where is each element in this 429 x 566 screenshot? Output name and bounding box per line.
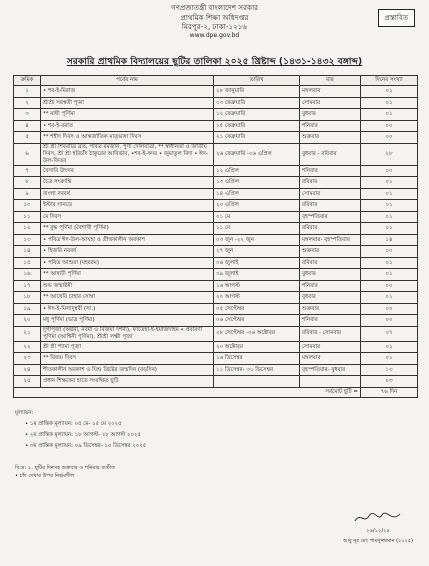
col-header-count: দিনের সংখ্যা bbox=[361, 76, 418, 86]
table-row bbox=[14, 86, 418, 98]
cell-date: ১১ মে bbox=[214, 223, 300, 235]
evaluation-item: • ৩য় প্রান্তিক মূল্যায়ন: ০৯ ডিসেম্বর- ১০ ডিসেম্বর ২০২৫ bbox=[25, 442, 147, 449]
cell-date: ০৫ সেপ্টেম্বর bbox=[214, 303, 300, 315]
cell-day: শনিবার bbox=[300, 280, 361, 292]
cell-count: ০৩ bbox=[361, 376, 418, 388]
table-row bbox=[14, 341, 418, 353]
table-row bbox=[14, 292, 418, 304]
cell-sl: ১৭ bbox=[14, 280, 41, 292]
table-row bbox=[14, 120, 418, 132]
cell-name: ** বিজয় দিবস bbox=[41, 353, 214, 365]
cell-date: ২৮ জানুয়ারি bbox=[214, 86, 300, 98]
document-title: সরকারি প্রাথমিক বিদ্যালয়ের ছুটির তালিকা ২০২৫ খ্রিষ্টাব্দ (১৪৩১-১৪৩২ বঙ্গাব্দ) bbox=[66, 57, 363, 68]
holiday-table bbox=[13, 75, 418, 398]
cell-day: মঙ্গলবার bbox=[300, 86, 361, 98]
cell-sl: ১৫ bbox=[14, 257, 41, 269]
cell-day: শনিবার bbox=[300, 120, 361, 132]
table-row bbox=[14, 353, 418, 365]
cell-date: ২৭ জুন bbox=[214, 246, 300, 258]
cell-name: প্রধান শিক্ষকের হাতে সংরক্ষিত ছুটি bbox=[41, 376, 214, 388]
cell-day: বুধবার bbox=[300, 292, 361, 304]
table-header-row bbox=[14, 76, 418, 86]
cell-sl: ৩ bbox=[14, 109, 41, 121]
cell-count: ০১ bbox=[361, 269, 418, 281]
table-row bbox=[14, 326, 418, 341]
directorate-line: প্রাথমিক শিক্ষা অধিদপ্তর bbox=[180, 12, 249, 22]
cell-sl: ৫ bbox=[14, 132, 41, 144]
cell-name: শ্রীশ্রী সরস্বতী পূজা bbox=[41, 97, 214, 109]
cell-day: সোমবার bbox=[300, 97, 361, 109]
cell-sl: ২৩ bbox=[14, 353, 41, 365]
cell-count: ০১ bbox=[361, 177, 418, 189]
cell-count: ০১ bbox=[361, 257, 418, 269]
cell-sl: ১৩ bbox=[14, 234, 41, 246]
cell-sl: ২৪ bbox=[14, 364, 41, 376]
cell-day: রবিবার bbox=[300, 177, 361, 189]
col-header-date: তারিখ bbox=[214, 76, 300, 86]
cell-count: ০০ bbox=[361, 120, 418, 132]
govt-line: গণপ্রজাতন্ত্রী বাংলাদেশ সরকার bbox=[170, 3, 259, 12]
footnotes bbox=[15, 464, 429, 480]
cell-name: • পবিত্র ঈদ-উল-আযহা ও গ্রীষ্মকালীন অবকাশ bbox=[41, 234, 214, 246]
table-row bbox=[14, 234, 418, 246]
cell-count: ০১ bbox=[361, 200, 418, 212]
cell-date: ০৬ জুলাই bbox=[214, 257, 300, 269]
cell-sl: ২ bbox=[14, 97, 41, 109]
total-row bbox=[14, 387, 418, 397]
table-row bbox=[14, 223, 418, 235]
cell-date: ১৪ এপ্রিল bbox=[214, 188, 300, 200]
cell-sl: ১৬ bbox=[14, 269, 41, 281]
cell-name: ** বুদ্ধ পূর্ণিমা (বৈশাখী পূর্ণিমা) bbox=[41, 223, 214, 235]
table-row bbox=[14, 280, 418, 292]
cell-count: ০১ bbox=[361, 188, 418, 200]
cell-name: • শব-ই-মিরাজ bbox=[41, 86, 214, 98]
cell-day: শুক্রবার bbox=[300, 303, 361, 315]
table-row bbox=[14, 188, 418, 200]
table-row bbox=[14, 315, 418, 327]
evaluation-notes bbox=[15, 408, 429, 452]
cell-count: ০০ bbox=[361, 246, 418, 258]
footnote-2: • চাঁদ দেখার উপর নির্ভরশীল bbox=[15, 472, 75, 479]
cell-name: মে দিবস bbox=[41, 211, 214, 223]
cell-sl: ১০ bbox=[14, 200, 41, 212]
table-row bbox=[14, 257, 418, 269]
table-row bbox=[14, 200, 418, 212]
cell-name: শুভ জন্মাষ্টমী bbox=[41, 280, 214, 292]
col-header-name: পর্বের নাম bbox=[41, 76, 214, 86]
cell-count: ০১ bbox=[361, 341, 418, 353]
cell-sl: ৬ bbox=[14, 143, 41, 165]
cell-day: রবিবার bbox=[300, 257, 361, 269]
cell-count: ০১ bbox=[361, 211, 418, 223]
cell-sl: ৪ bbox=[14, 120, 41, 132]
cell-date: ১২ এপ্রিল bbox=[214, 165, 300, 177]
cell-date: ২৬ ফেব্রুয়ারি -০৬ এপ্রিল bbox=[214, 143, 300, 165]
table-row bbox=[14, 211, 418, 223]
signatory-name: আবু নূর মো: শামসুজ্জামান (২০২৫) bbox=[343, 538, 413, 544]
cell-sl: ৭ bbox=[14, 165, 41, 177]
cell-date: ২০ এপ্রিল bbox=[214, 200, 300, 212]
cell-date: ১৬ ডিসেম্বর bbox=[214, 353, 300, 365]
cell-name: • হিজরি নববর্ষ bbox=[41, 246, 214, 258]
cell-day: বৃহস্পতিবার- বুধবার bbox=[300, 364, 361, 376]
cell-count: ০০ bbox=[361, 165, 418, 177]
cell-date: ১৬ আগস্ট bbox=[214, 280, 300, 292]
cell-count: ০১ bbox=[361, 223, 418, 235]
signature-block bbox=[343, 510, 413, 546]
cell-date: ১৩ এপ্রিল bbox=[214, 177, 300, 189]
cell-day: মঙ্গলবার- বৃহস্পতিবার bbox=[300, 234, 361, 246]
cell-name: মধু পূর্ণিমা (ভাদ্র পূর্ণিমা) bbox=[41, 315, 214, 327]
cell-count: ০০ bbox=[361, 315, 418, 327]
table-row bbox=[14, 364, 418, 376]
cell-name: বাংলা নববর্ষ bbox=[41, 188, 214, 200]
evaluation-item: • ২য় প্রান্তিক মূল্যায়ন: ১৮ আগস্ট- ২৮ আগস্ট ২০২৫ bbox=[25, 431, 141, 438]
cell-day: শনিবার bbox=[300, 165, 361, 177]
cell-date: ১১ ডিসেম্বর- ৩১ ডিসেম্বর bbox=[214, 364, 300, 376]
cell-sl: ৯ bbox=[14, 188, 41, 200]
cell-day: শুক্রবার bbox=[300, 246, 361, 258]
cell-date: ০৬ সেপ্টেম্বর bbox=[214, 315, 300, 327]
table-row bbox=[14, 269, 418, 281]
cell-day bbox=[300, 376, 361, 388]
cell-day: বুধবার bbox=[300, 269, 361, 281]
cell-sl: ২৫ bbox=[14, 376, 41, 388]
cell-day: রবিবার bbox=[300, 223, 361, 235]
holiday-rows bbox=[14, 86, 418, 388]
cell-count: ০১ bbox=[361, 292, 418, 304]
cell-day: রবিবার bbox=[300, 200, 361, 212]
website-line: www.dpe.gov.bd bbox=[189, 32, 240, 40]
table-row bbox=[14, 376, 418, 388]
evaluation-item: • ১ম প্রান্তিক মূল্যায়ন: ০৫ মে- ১৫ মে ২০২৫ bbox=[25, 420, 122, 427]
cell-name: চৈত্র সংক্রান্তি bbox=[41, 177, 214, 189]
cell-count: ০৭ bbox=[361, 326, 418, 341]
cell-count: ১৩ bbox=[361, 364, 418, 376]
cell-count: ০০ bbox=[361, 280, 418, 292]
cell-count: ০১ bbox=[361, 109, 418, 121]
cell-name: বৈসাবি উৎসব bbox=[41, 165, 214, 177]
cell-day: শনিবার bbox=[300, 315, 361, 327]
cell-sl: ১২ bbox=[14, 223, 41, 235]
cell-day: শুক্রবার bbox=[300, 132, 361, 144]
cell-day: সোমবার bbox=[300, 341, 361, 353]
cell-sl: ৮ bbox=[14, 177, 41, 189]
cell-name: • ঈদ-ই-মিলাদুন্নবী (সা.) bbox=[41, 303, 214, 315]
cell-date: ০১ মে bbox=[214, 211, 300, 223]
cell-count: ০১ bbox=[361, 353, 418, 365]
cell-date: ২১ ফেব্রুয়ারি bbox=[214, 132, 300, 144]
cell-sl: ২২ bbox=[14, 341, 41, 353]
cell-name: ** শহীদ দিবস ও আন্তর্জাতিক মাতৃভাষা দিবস bbox=[41, 132, 214, 144]
cell-name: দুর্গাপূজা (অষ্টমী, নবমী ও বিজয়া দশমী), ফাতেহা-ই-ইয়াজদাহম • প্রবারণা পূর্ণিমা (আশ্বিনী পূর্ণিমা), শ্রীশ্রী লক্ষ্মী পূজা bbox=[41, 326, 214, 341]
table-row bbox=[14, 132, 418, 144]
col-header-day: বার bbox=[300, 76, 361, 86]
address-line: মিরপুর-২, ঢাকা-১২১৬ bbox=[181, 22, 248, 32]
cell-name: ** মাঘী পূর্ণিমা bbox=[41, 109, 214, 121]
cell-day: বুধবার bbox=[300, 109, 361, 121]
cell-day: বুধবার - রবিবার bbox=[300, 143, 361, 165]
cell-date: ২০ আগস্ট bbox=[214, 292, 300, 304]
cell-date: ০৩ ফেব্রুয়ারি bbox=[214, 97, 300, 109]
cell-day: রবিবার - সোমবার bbox=[300, 326, 361, 341]
cell-count: ২৮ bbox=[361, 143, 418, 165]
footnote-1: বি:দ্র: ১. ছুটির দিনসহ শুক্রবার ও শনিবার ব্যতীত bbox=[15, 464, 116, 471]
cell-count: ০১ bbox=[361, 97, 418, 109]
cell-name: শীতকালীন অবকাশ ও যিশু খ্রিষ্টের জন্মদিন (বড়দিন) bbox=[41, 364, 214, 376]
table-row bbox=[14, 246, 418, 258]
table-row bbox=[14, 165, 418, 177]
notes-heading: মূল্যায়ন: bbox=[15, 409, 34, 416]
cell-day: বৃহস্পতিবার bbox=[300, 211, 361, 223]
cell-sl: ১৯ bbox=[14, 303, 41, 315]
cell-sl: ১১ bbox=[14, 211, 41, 223]
cell-date: ০৩ জুন -২২ জুন bbox=[214, 234, 300, 246]
cell-sl: ২০ bbox=[14, 315, 41, 327]
cell-date bbox=[214, 376, 300, 388]
cell-name: ** আষাঢ়ী পূর্ণিমা bbox=[41, 269, 214, 281]
cell-count: ১৪ bbox=[361, 234, 418, 246]
cell-day: সোমবার bbox=[300, 188, 361, 200]
table-row bbox=[14, 97, 418, 109]
total-label: সর্বমোট ছুটি = bbox=[14, 387, 361, 397]
cell-date: ১২ ফেব্রুয়ারি bbox=[214, 109, 300, 121]
cell-name: • পবিত্র আশুরা (মহররম) bbox=[41, 257, 214, 269]
cell-day: মঙ্গলবার bbox=[300, 353, 361, 365]
cell-date: ২৮ সেপ্টেম্বর -০৬ অক্টোবর bbox=[214, 326, 300, 341]
table-row bbox=[14, 303, 418, 315]
proposed-badge: প্রস্তাবিত bbox=[378, 9, 415, 27]
signature-date: ২৬/১২/২৪ bbox=[366, 528, 390, 534]
cell-name: শ্রী শ্রী শ্যামা পূজা bbox=[41, 341, 214, 353]
signature-scribble bbox=[352, 510, 404, 526]
table-row bbox=[14, 109, 418, 121]
cell-count: ০০ bbox=[361, 132, 418, 144]
cell-sl: ১৮ bbox=[14, 292, 41, 304]
cell-name: • শব-ই-বরাত bbox=[41, 120, 214, 132]
col-header-serial: ক্রমিক bbox=[14, 76, 41, 86]
table-row bbox=[14, 177, 418, 189]
letterhead bbox=[0, 3, 429, 40]
cell-sl: ১ bbox=[14, 86, 41, 98]
cell-date: ১৫ ফেব্রুয়ারি bbox=[214, 120, 300, 132]
cell-name: ইস্টার সানডে bbox=[41, 200, 214, 212]
total-value: ৭৬ দিন bbox=[361, 387, 418, 397]
cell-name: ** আখেরি চাহার সোম্বা bbox=[41, 292, 214, 304]
cell-name: শ্রী শ্রী শিবরাত্রি ব্রত, পবিত্র রমজান, পুণ্য দোলযাত্রা, ** স্বাধীনতা ও জাতীয় দিবস, শ্রী শ্রী হরিচাঁদ ঠাকুরের আবির্ভাব, •শব-ই-কদর • জুমাতুল বিদা • ঈদ-উল-ফিতর bbox=[41, 143, 214, 165]
cell-date: ০৯ জুলাই bbox=[214, 269, 300, 281]
cell-count: ০১ bbox=[361, 86, 418, 98]
cell-count: ০০ bbox=[361, 303, 418, 315]
table-row bbox=[14, 143, 418, 165]
cell-date: ২০ অক্টোবর bbox=[214, 341, 300, 353]
cell-sl: ১৪ bbox=[14, 246, 41, 258]
cell-sl: ২১ bbox=[14, 326, 41, 341]
